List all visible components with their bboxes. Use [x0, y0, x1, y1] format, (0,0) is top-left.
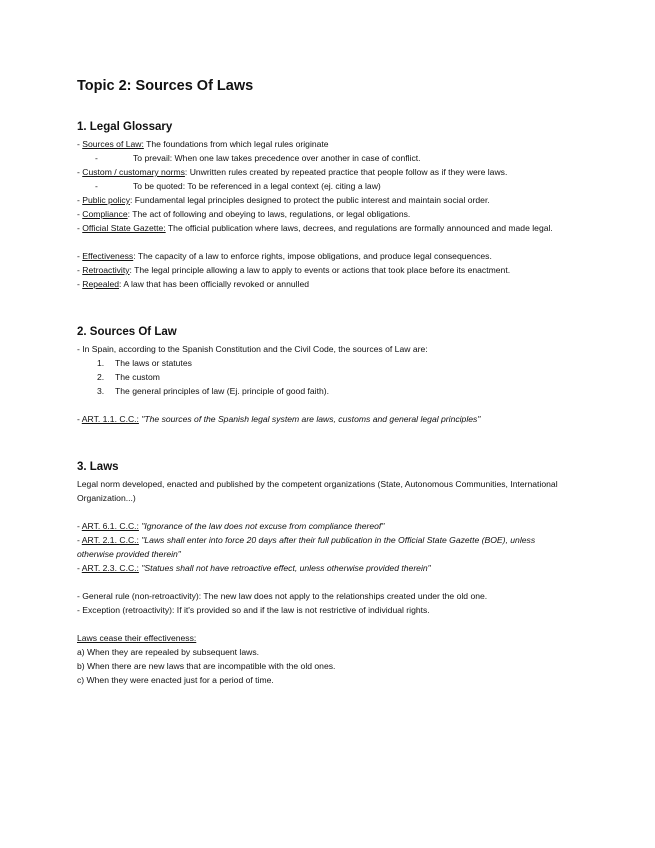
article-quote: "The sources of the Spanish legal system are laws, customs and general legal principles" — [141, 414, 481, 424]
article-quote: "Laws shall enter into force 20 days after their full publication in the Official State Gazette (BOE), unless otherwise provided therein" — [77, 535, 536, 559]
glossary-item: - Retroactivity: The legal principle allowing a law to apply to events or actions that took place before its enactment. — [77, 265, 511, 275]
glossary-term: Sources of Law: — [82, 139, 144, 149]
section-heading-laws: 3. Laws — [77, 461, 119, 473]
article-ref: ART. 6.1. C.C.: — [81, 521, 139, 531]
article-ref: ART. 1.1. C.C.: — [81, 414, 139, 424]
glossary-item: - Sources of Law: The foundations from which legal rules originate — [77, 139, 329, 149]
glossary-desc: The official publication where laws, decrees, and regulations are formally announced and made legal. — [165, 223, 553, 233]
retroactivity-rule: - General rule (non-retroactivity): The new law does not apply to the relationships created under the old one. — [77, 591, 488, 601]
cease-item: a) When they are repealed by subsequent laws. — [77, 647, 260, 657]
list-number: 3. — [97, 386, 105, 396]
article-citation: - ART. 2.3. C.C.: "Statues shall not have retroactive effect, unless otherwise provided therein" — [77, 563, 431, 573]
glossary-term: Compliance — [82, 209, 128, 219]
glossary-desc: : Unwritten rules created by repeated practice that people follow as if they were laws. — [184, 167, 508, 177]
glossary-subitem-text: To prevail: When one law takes precedence over another in case of conflict. — [133, 153, 421, 163]
sources-intro: - In Spain, according to the Spanish Constitution and the Civil Code, the sources of Law are: — [77, 344, 428, 354]
article-ref: ART. 2.3. C.C.: — [81, 563, 139, 573]
glossary-item: - Compliance: The act of following and obeying to laws, regulations, or legal obligations. — [77, 209, 411, 219]
glossary-term: Retroactivity — [82, 265, 130, 275]
glossary-desc: : A law that has been officially revoked or annulled — [119, 279, 310, 289]
article-quote: "Ignorance of the law does not excuse from compliance thereof" — [141, 521, 385, 531]
glossary-item: - Repealed: A law that has been officially revoked or annulled — [77, 279, 310, 289]
article-ref: ART. 2.1. C.C.: — [81, 535, 139, 545]
list-number: 1. — [97, 358, 105, 368]
section-heading-sources-of-law: 2. Sources Of Law — [77, 326, 177, 338]
glossary-desc: The foundations from which legal rules originate — [143, 139, 329, 149]
retroactivity-exception: - Exception (retroactivity): If it's provided so and if the law is not restrictive of individual rights. — [77, 605, 430, 615]
glossary-item: - Official State Gazette: The official publication where laws, decrees, and regulations are formally announced and made legal. — [77, 223, 553, 233]
cease-item: b) When there are new laws that are incompatible with the old ones. — [77, 661, 336, 671]
glossary-subitem: - To be quoted: To be referenced in a legal context (ej. citing a law) — [95, 181, 381, 191]
page-title: Topic 2: Sources Of Laws — [77, 78, 254, 94]
glossary-item: - Public policy: Fundamental legal principles designed to protect the public interest and maintain social order. — [77, 195, 490, 205]
list-item-text: The custom — [115, 372, 160, 382]
section-heading-legal-glossary: 1. Legal Glossary — [77, 121, 173, 133]
glossary-term: Effectiveness — [82, 251, 134, 261]
cease-heading: Laws cease their effectiveness: — [77, 633, 197, 643]
glossary-term: Public policy — [82, 195, 131, 205]
laws-definition: Legal norm developed, enacted and published by the competent organizations (State, Autonomous Communities, International Organization...) — [77, 479, 558, 503]
article-quote: "Statues shall not have retroactive effect, unless otherwise provided therein" — [141, 563, 431, 573]
article-citation: - ART. 6.1. C.C.: "Ignorance of the law does not excuse from compliance thereof" — [77, 521, 385, 531]
article-citation: - ART. 2.1. C.C.: "Laws shall enter into force 20 days after their full publication in the Official State Gazette (BOE), unless otherwise provided therein" — [77, 535, 536, 559]
glossary-subitem: - To prevail: When one law takes precedence over another in case of conflict. — [95, 153, 421, 163]
glossary-term: Repealed — [82, 279, 120, 289]
glossary-item: - Effectiveness: The capacity of a law to enforce rights, impose obligations, and produce legal consequences. — [77, 251, 492, 261]
glossary-term: Custom / customary norms — [82, 167, 185, 177]
sources-list-item — [97, 386, 329, 396]
list-item-text: The laws or statutes — [115, 358, 192, 368]
article-citation: - ART. 1.1. C.C.: "The sources of the Spanish legal system are laws, customs and general legal principles" — [77, 414, 481, 424]
sources-list-item — [97, 358, 192, 368]
sources-list-item — [97, 372, 160, 382]
glossary-desc: : The capacity of a law to enforce rights, impose obligations, and produce legal consequences. — [133, 251, 492, 261]
glossary-term: Official State Gazette: — [82, 223, 166, 233]
glossary-desc: : The legal principle allowing a law to apply to events or actions that took place before its enactment. — [129, 265, 511, 275]
glossary-item: - Custom / customary norms: Unwritten rules created by repeated practice that people follow as if they were laws. — [77, 167, 508, 177]
list-item-text: The general principles of law (Ej. principle of good faith). — [115, 386, 330, 396]
glossary-subitem-text: To be quoted: To be referenced in a legal context (ej. citing a law) — [133, 181, 381, 191]
glossary-desc: : The act of following and obeying to laws, regulations, or legal obligations. — [127, 209, 411, 219]
list-number: 2. — [97, 372, 105, 382]
cease-item: c) When they were enacted just for a period of time. — [77, 675, 274, 685]
glossary-desc: : Fundamental legal principles designed to protect the public interest and maintain social order. — [130, 195, 490, 205]
